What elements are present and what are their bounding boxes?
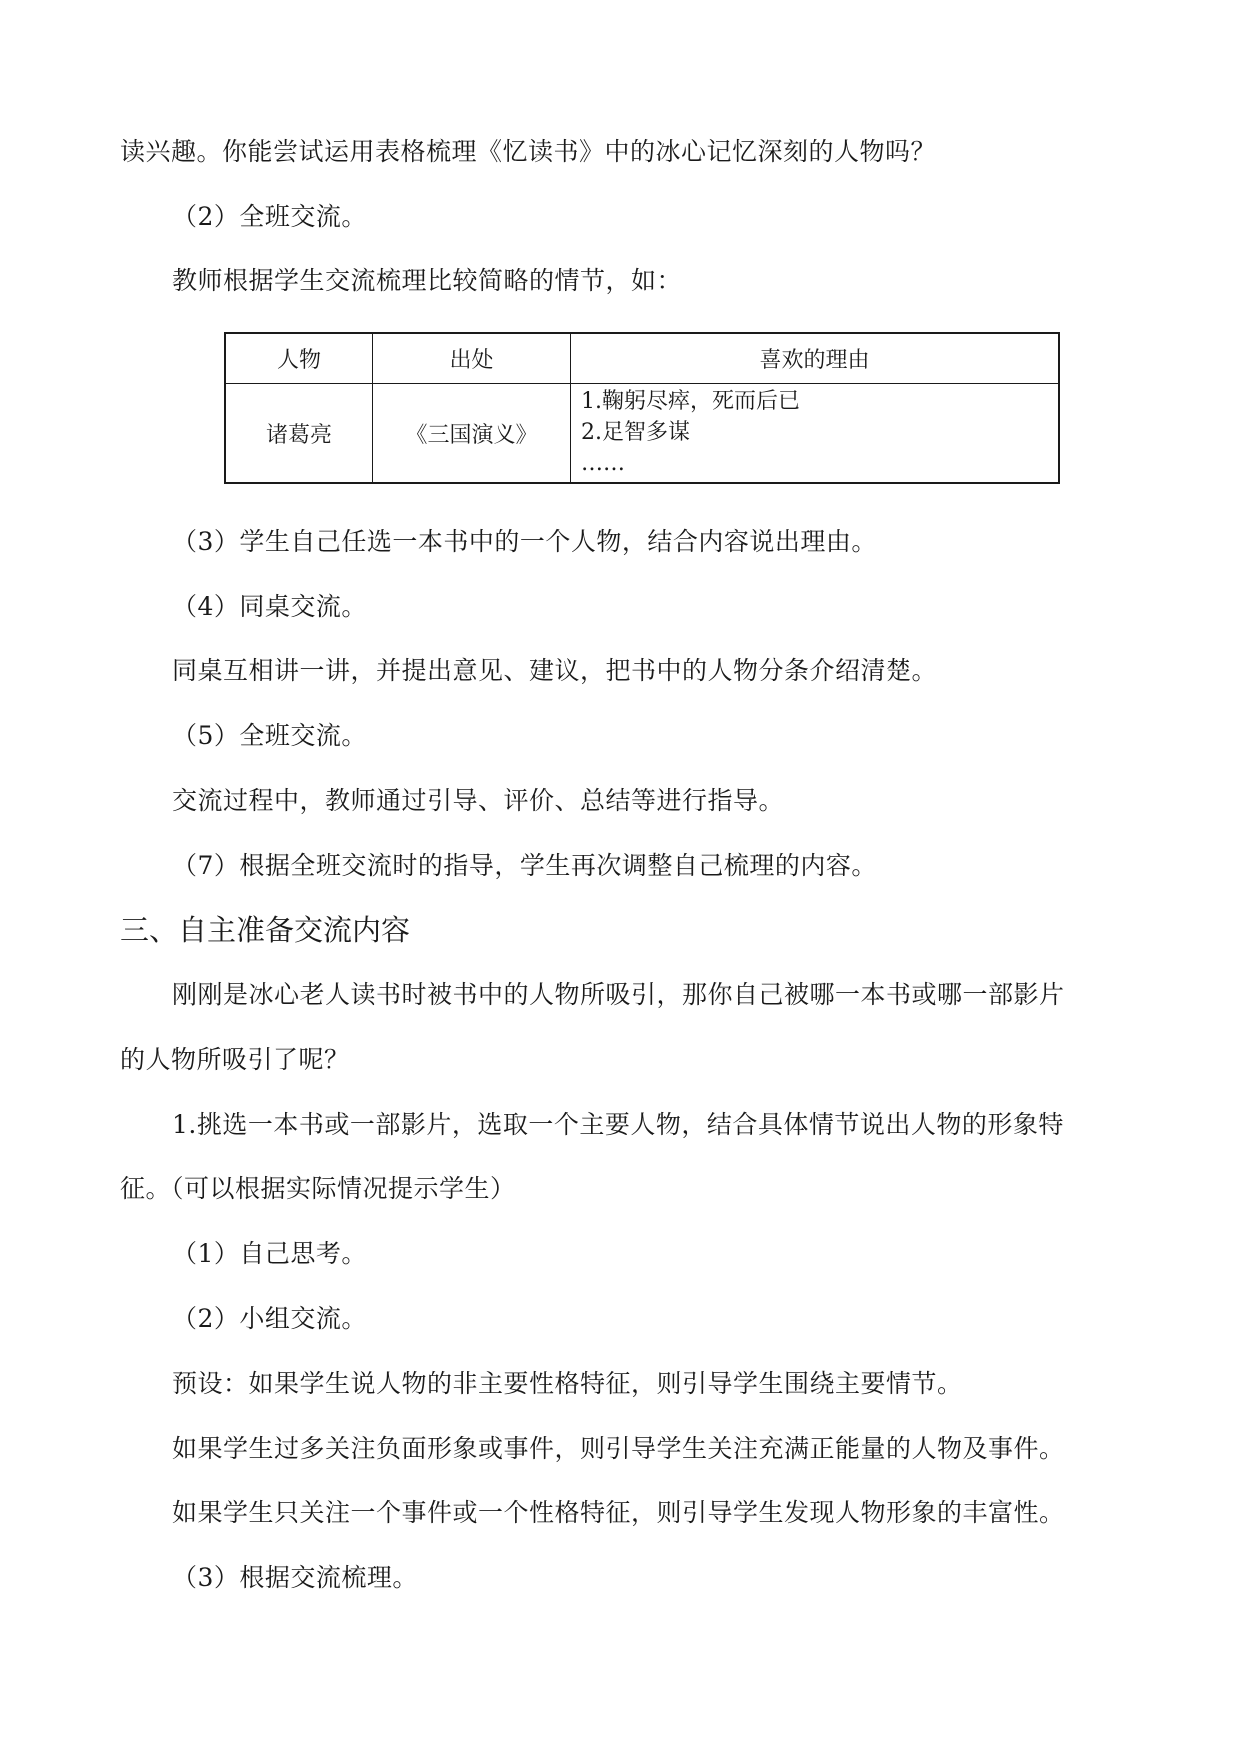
table-row — [225, 384, 1059, 484]
reason-item: 1.鞠躬尽瘁，死而后已 — [581, 389, 800, 414]
paragraph: 读兴趣。你能尝试运用表格梳理《忆读书》中的冰心记忆深刻的人物吗？ — [120, 137, 937, 166]
paragraph: 征。（可以根据实际情况提示学生） — [120, 1174, 516, 1203]
paragraph: 1.挑选一本书或一部影片，选取一个主要人物，结合具体情节说出人物的形象特 — [172, 1110, 1064, 1139]
paragraph: 的人物所吸引了呢？ — [120, 1045, 350, 1074]
paragraph: （2）小组交流。 — [172, 1304, 367, 1333]
character-table — [224, 332, 1060, 484]
paragraph: 如果学生只关注一个事件或一个性格特征，则引导学生发现人物形象的丰富性。 — [172, 1498, 1065, 1527]
paragraph: （1）自己思考。 — [172, 1239, 367, 1268]
paragraph: 同桌互相讲一讲，并提出意见、建议，把书中的人物分条介绍清楚。 — [172, 656, 938, 685]
section-heading: 三、自主准备交流内容 — [120, 913, 411, 947]
paragraph: 教师根据学生交流梳理比较简略的情节，如： — [172, 266, 683, 295]
paragraph: 如果学生过多关注负面形象或事件，则引导学生关注充满正能量的人物及事件。 — [172, 1434, 1065, 1463]
paragraph: （4）同桌交流。 — [172, 592, 367, 621]
paragraph: （5）全班交流。 — [172, 721, 367, 750]
paragraph: 交流过程中，教师通过引导、评价、总结等进行指导。 — [172, 786, 785, 815]
table-cell-source: 《三国演义》 — [373, 384, 571, 484]
table-header-row — [225, 333, 1059, 384]
paragraph: （3）学生自己任选一本书中的一个人物，结合内容说出理由。 — [172, 527, 877, 556]
paragraph: （3）根据交流梳理。 — [172, 1563, 418, 1592]
paragraph: 预设：如果学生说人物的非主要性格特征，则引导学生围绕主要情节。 — [172, 1369, 963, 1398]
paragraph: 刚刚是冰心老人读书时被书中的人物所吸引，那你自己被哪一本书或哪一部影片 — [172, 980, 1065, 1009]
reason-item: …… — [581, 451, 625, 476]
reason-item: 2.足智多谋 — [581, 420, 690, 445]
table-header-source: 出处 — [373, 333, 571, 384]
paragraph: （7）根据全班交流时的指导，学生再次调整自己梳理的内容。 — [172, 851, 877, 880]
table-header-reason: 喜欢的理由 — [571, 333, 1060, 384]
paragraph: （2）全班交流。 — [172, 202, 367, 231]
table-cell-character: 诸葛亮 — [225, 384, 373, 484]
table-header-character: 人物 — [225, 333, 373, 384]
table-cell-reasons — [571, 384, 1060, 484]
